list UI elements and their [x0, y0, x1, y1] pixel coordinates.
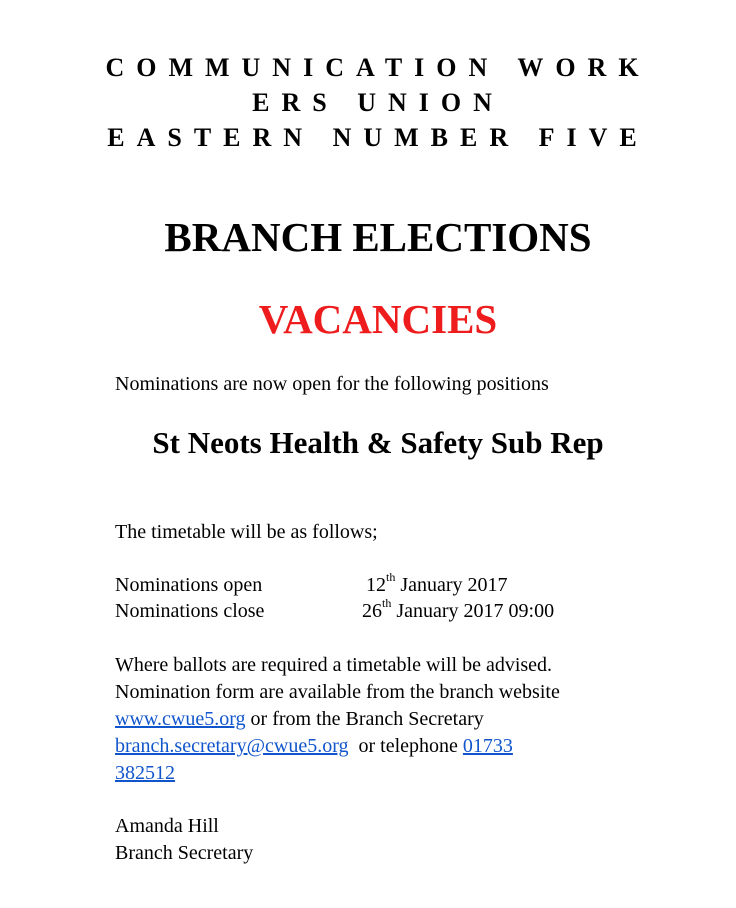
website-link[interactable]: www.cwue5.org [115, 708, 246, 730]
nominations-intro: Nominations are now open for the following positions [115, 373, 549, 395]
details-line-4 [115, 733, 560, 760]
signature-name: Amanda Hill [115, 815, 219, 837]
details-paragraph [115, 652, 560, 787]
signature-block [115, 813, 253, 867]
open-date-suffix: th [386, 570, 396, 585]
timetable-intro: The timetable will be as follows; [115, 521, 378, 543]
timetable-row-open-date [366, 572, 508, 599]
signature-role: Branch Secretary [115, 842, 254, 864]
timetable-row-close-date [362, 598, 554, 625]
close-date-suffix: th [382, 596, 392, 611]
page-title: BRANCH ELECTIONS [164, 214, 592, 260]
details-line-5 [115, 760, 560, 787]
close-date-day: 26 [362, 600, 382, 622]
open-date-rest: January 2017 [395, 574, 508, 596]
open-date-day: 12 [366, 574, 386, 596]
timetable-row-close-label: Nominations close [115, 600, 265, 622]
close-date-rest: January 2017 09:00 [391, 600, 555, 622]
union-name-line-1: COMMUNICATION WORK [105, 53, 651, 82]
union-name-line-3: EASTERN NUMBER FIVE [107, 123, 649, 152]
phone-link-part-1[interactable]: 01733 [462, 735, 513, 757]
email-link[interactable]: branch.secretary@cwue5.org [115, 735, 349, 757]
details-line-4-text: or telephone [348, 735, 463, 757]
phone-link-part-2[interactable]: 382512 [115, 762, 175, 784]
union-name-line-2: ERS UNION [252, 88, 504, 117]
details-line-3-text: or from the Branch Secretary [245, 708, 484, 730]
timetable-row-open-label: Nominations open [115, 574, 263, 596]
vacancies-heading: VACANCIES [258, 296, 498, 342]
position-title: St Neots Health & Safety Sub Rep [152, 425, 604, 460]
details-line-1: Where ballots are required a timetable will be advised. [115, 654, 553, 676]
details-line-2: Nomination form are available from the branch website [115, 681, 560, 703]
details-line-3 [115, 706, 560, 733]
